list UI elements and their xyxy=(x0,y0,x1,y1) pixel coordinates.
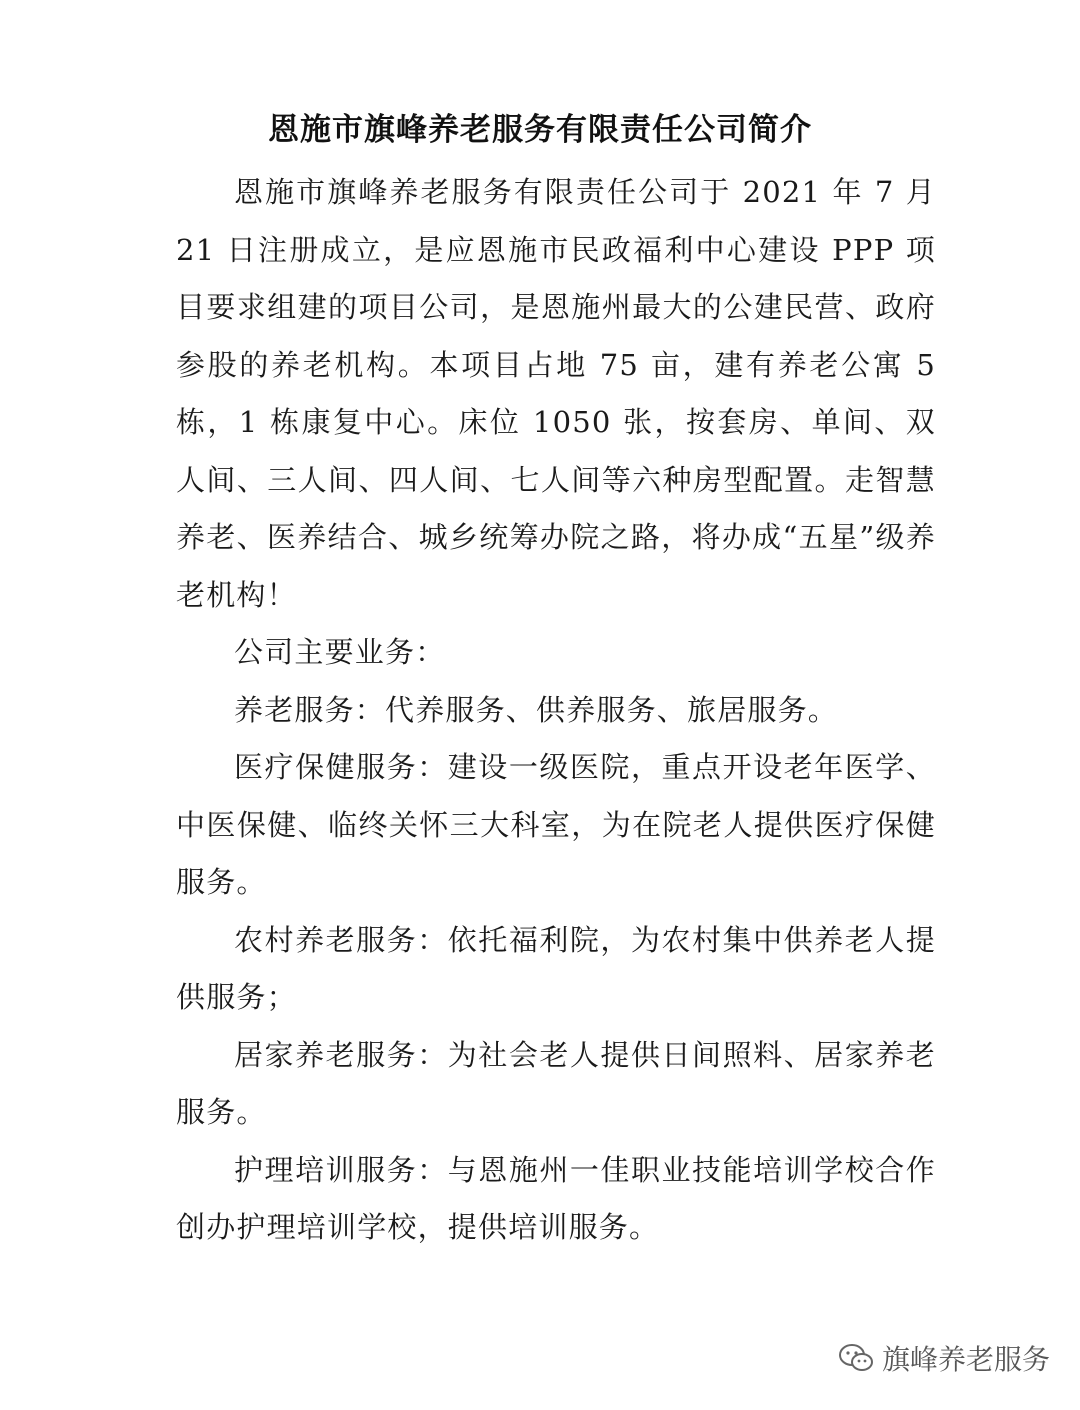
home-care-paragraph: 居家养老服务：为社会老人提供日间照料、居家养老服务。 xyxy=(176,1037,936,1129)
watermark-text: 旗峰养老服务 xyxy=(881,1343,1050,1376)
document-body xyxy=(176,164,936,1257)
medical-care-paragraph: 医疗保健服务：建设一级医院，重点开设老年医学、中医保健、临终关怀三大科室，为在院老人提供医疗保健服务。 xyxy=(176,750,936,899)
nursing-training-paragraph: 护理培训服务：与恩施州一佳职业技能培训学校合作创办护理培训学校，提供培训服务。 xyxy=(176,1152,936,1244)
account-watermark xyxy=(838,1338,1050,1378)
elderly-care-paragraph: 养老服务：代养服务、供养服务、旅居服务。 xyxy=(234,692,839,727)
document-title: 恩施市旗峰养老服务有限责任公司简介 xyxy=(268,112,812,148)
intro-paragraph: 恩施市旗峰养老服务有限责任公司于 2021 年 7 月 21 日注册成立，是应恩施市民政福利中心建设 PPP 项目要求组建的项目公司，是恩施州最大的公建民营、政府参股的养老机构。本项目占地 75 亩，建有养老公寓 5 栋，1 栋康复中心。床位 1050 张，按套房、单间、双人间、三人间、四人间、七人间等六种房型配置。走智慧养老、医养结合、城乡统筹办院之路，将办成“五星”级养老机构！ xyxy=(176,175,936,612)
rural-care-paragraph: 农村养老服务：依托福利院，为农村集中供养老人提供服务； xyxy=(176,922,936,1014)
business-heading: 公司主要业务： xyxy=(234,635,446,669)
wechat-icon xyxy=(838,1343,874,1373)
